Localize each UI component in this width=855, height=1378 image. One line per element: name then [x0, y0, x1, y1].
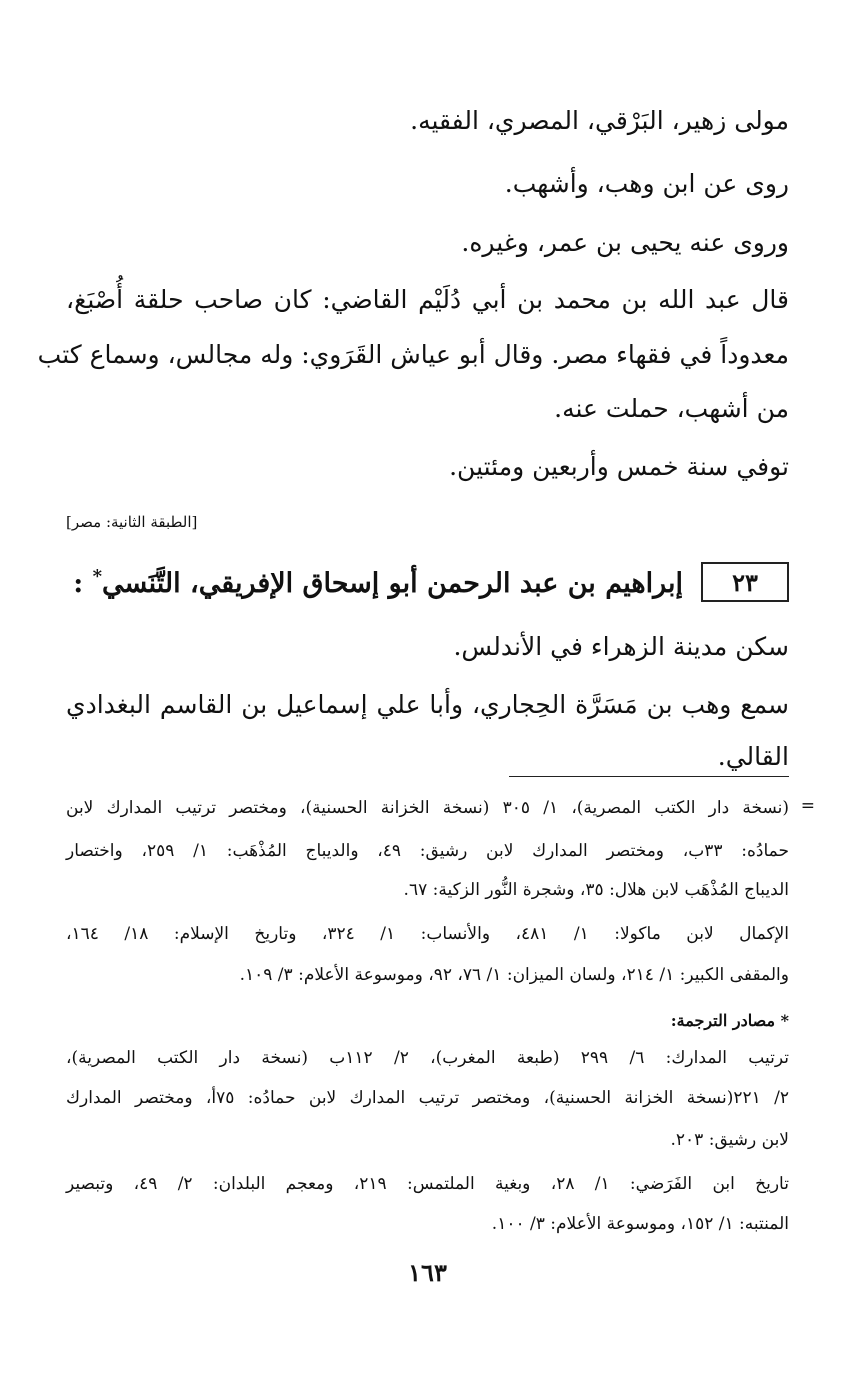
footnote-line: والمقفى الكبير: ١/ ٢١٤، ولسان الميزان: ١/ ٧٦، ٩٢، وموسوعة الأعلام: ٣/ ١٠٩.: [239, 965, 789, 985]
footnote-line: حمادُه: ٣٣ب، ومختصر المدارك لابن رشيق: ٤٩، والديباج المُذْهَب: ١/ ٢٥٩، واختصار: [66, 841, 789, 861]
body-line: مولى زهير، البَرْقي، المصري، الفقيه.: [410, 106, 789, 135]
body-line: قال عبد الله بن محمد بن أبي دُلَيْم القاضي: كان صاحب حلقة أُصْبَغ،: [66, 285, 789, 314]
body-line: وروى عنه يحيى بن عمر، وغيره.: [461, 228, 789, 257]
footnote-marker: *: [92, 565, 103, 587]
body-line: روى عن ابن وهب، وأشهب.: [504, 169, 789, 198]
body-line: توفي سنة خمس وأربعين ومئتين.: [449, 452, 789, 481]
footnote-line: ٢/ ٢٢١(نسخة الخزانة الحسنية)، ومختصر ترتيب المدارك لابن حمادُه: ٧٥أ، ومختصر المدارك: [66, 1088, 789, 1108]
sources-heading: * مصادر الترجمة:: [670, 1011, 789, 1030]
entry-line: سمع وهب بن مَسَرَّة الحِجاري، وأبا علي إسماعيل بن القاسم البغدادي: [66, 690, 789, 719]
footnote-separator: [509, 776, 789, 777]
continuation-mark: =: [800, 796, 815, 816]
footnote-line: (نسخة دار الكتب المصرية)، ١/ ٣٠٥ (نسخة الخزانة الحسنية)، ومختصر ترتيب المدارك لابن: [66, 798, 789, 818]
footnote-line: تاريخ ابن الفَرَضي: ١/ ٢٨، وبغية الملتمس: ٢١٩، ومعجم البلدان: ٢/ ٤٩، وتبصير: [66, 1174, 789, 1194]
tier-label: [الطبقة الثانية: مصر]: [66, 513, 198, 531]
entry-title-text: إبراهيم بن عبد الرحمن أبو إسحاق الإفريقي، التَّنَسي: [102, 567, 683, 599]
footnote-line: المنتبه: ١/ ١٥٢، وموسوعة الأعلام: ٣/ ١٠٠.: [491, 1214, 789, 1234]
page-number: ١٦٣: [408, 1258, 447, 1287]
entry-title: [73, 566, 683, 599]
entry-heading: [73, 559, 789, 605]
entry-line: سكن مدينة الزهراء في الأندلس.: [453, 632, 789, 661]
footnote-line: لابن رشيق: ٢٠٣.: [670, 1130, 789, 1150]
body-line: معدوداً في فقهاء مصر. وقال أبو عياش القَرَوي: وله مجالس، وسماع كتب: [37, 340, 789, 369]
entry-number: ٢٣: [732, 567, 758, 597]
entry-title-colon: :: [73, 567, 84, 599]
entry-number-box: [701, 562, 789, 602]
body-line: من أشهب، حملت عنه.: [554, 394, 789, 423]
footnote-line: الديباج المُذْهَب لابن هلال: ٣٥، وشجرة النُّور الزكية: ٦٧.: [403, 880, 789, 900]
footnote-line: الإكمال لابن ماكولا: ١/ ٤٨١، والأنساب: ١/ ٣٢٤، وتاريخ الإسلام: ١٨/ ١٦٤،: [66, 924, 789, 944]
footnote-line: ترتيب المدارك: ٦/ ٢٩٩ (طبعة المغرب)، ٢/ ١١٢ب (نسخة دار الكتب المصرية)،: [66, 1048, 789, 1068]
entry-line: القالي.: [717, 742, 789, 771]
